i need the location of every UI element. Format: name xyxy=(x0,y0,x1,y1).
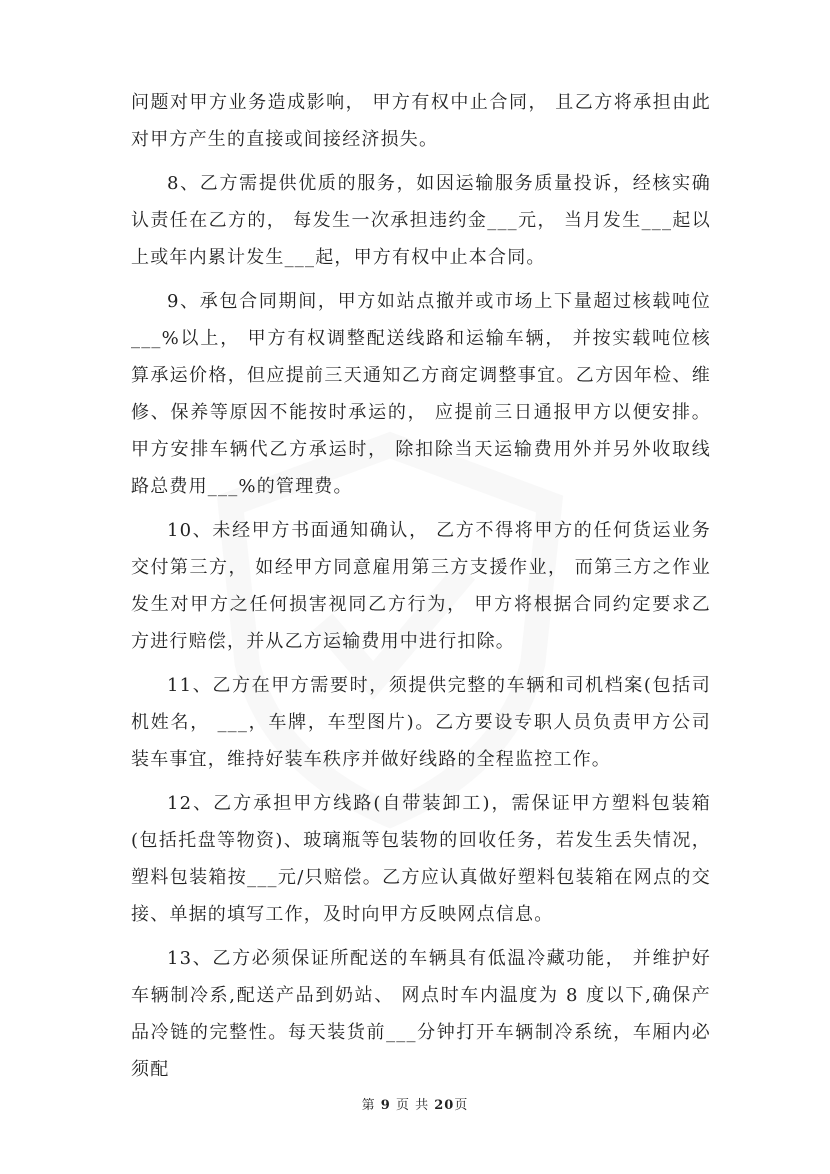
footer-prefix: 第 xyxy=(361,1098,376,1113)
paragraph-clause-12: 12、乙方承担甲方线路(自带装卸工)，需保证甲方塑料包装箱(包括托盘等物资)、玻璃瓶等包装物的回收任务，若发生丢失情况，塑料包装箱按___元/只赔偿。乙方应认真做好塑料包装箱在网点的交接、单据的填写工作，及时向甲方反映网点信息。 xyxy=(131,793,711,925)
footer-suffix: 页 xyxy=(454,1098,469,1113)
footer-middle: 页 共 xyxy=(395,1098,430,1113)
paragraph-clause-11: 11、乙方在甲方需要时，须提供完整的车辆和司机档案(包括司机姓名， ___，车牌，车型图片)。乙方要设专职人员负责甲方公司装车事宜，维持好装车秩序并做好线路的全程监控工作。 xyxy=(131,675,711,770)
paragraph-continuation: 问题对甲方业务造成影响， 甲方有权中止合同， 且乙方将承担由此对甲方产生的直接或间接经济损失。 xyxy=(131,92,711,150)
paragraph-clause-13: 13、乙方必须保证所配送的车辆具有低温冷藏功能， 并维护好车辆制冷系,配送产品到奶站、 网点时车内温度为 8 度以下,确保产品冷链的完整性。每天装货前___分钟打开车辆制冷系统，车厢内必须配 xyxy=(131,948,711,1080)
paragraph-clause-10: 10、未经甲方书面通知确认， 乙方不得将甲方的任何货运业务交付第三方， 如经甲方同意雇用第三方支援作业， 而第三方之作业发生对甲方之任何损害视同乙方行为， 甲方将根据合同约定要求乙方进行赔偿，并从乙方运输费用中进行扣除。 xyxy=(131,520,711,652)
document-body xyxy=(131,84,711,1088)
total-page-number: 20 xyxy=(434,1098,455,1113)
paragraph-clause-8: 8、乙方需提供优质的服务，如因运输服务质量投诉，经核实确认责任在乙方的， 每发生一次承担违约金___元， 当月发生___起以上或年内累计发生___起，甲方有权中止本合同。 xyxy=(131,173,711,268)
paragraph-clause-9: 9、承包合同期间，甲方如站点撤并或市场上下量超过核载吨位___%以上， 甲方有权调整配送线路和运输车辆， 并按实载吨位核算承运价格，但应提前三天通知乙方商定调整事宜。乙方因年检、维修、保养等原因不能按时承运的， 应提前三日通报甲方以便安排。 甲方安排车辆代乙方承运时， 除扣除当天运输费用外并另外收取线路总费用___%的管理费。 xyxy=(131,291,711,497)
page-footer xyxy=(0,1094,830,1113)
current-page-number: 9 xyxy=(380,1098,391,1113)
